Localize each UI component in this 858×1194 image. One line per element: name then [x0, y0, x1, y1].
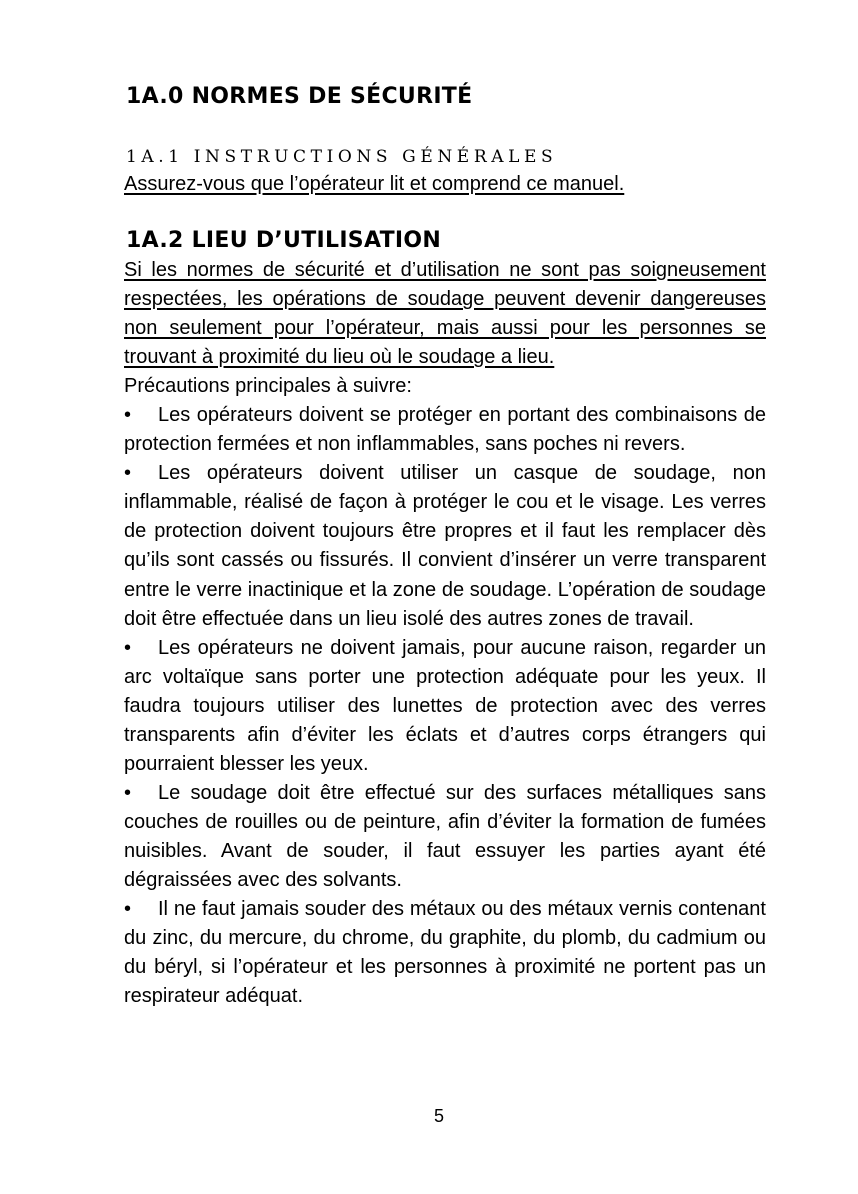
- bullet-text: Les opérateurs doivent utiliser un casque de soudage, non inflammable, réalisé de façon à protéger le cou et le visage. Les verres de protection doivent toujours être propres et il faut les remplacer dès qu’ils sont cassés ou fissurés. Il convient d’insérer un verre transparent entre le verre inactinique et la zone de soudage. L’opération de soudage doit être effectuée dans un lieu isolé des autres zones de travail.: [124, 462, 766, 630]
- page-number: 5: [433, 1106, 444, 1126]
- general-instructions-text: Assurez-vous que l’opérateur lit et comprend ce manuel.: [124, 173, 625, 195]
- bullet-dot-icon: •: [124, 404, 132, 427]
- bullet-dot-icon: •: [124, 636, 132, 659]
- bullet-text: Les opérateurs doivent se protéger en portant des combinaisons de protection fermées et non inflammables, sans poches ni revers.: [124, 404, 766, 456]
- section-heading-main: 1A.0 NORMES DE SÉCURITÉ: [126, 84, 473, 109]
- bullet-item: [124, 634, 766, 779]
- bullet-dot-icon: •: [124, 781, 132, 804]
- bullet-item: [124, 459, 766, 633]
- intro-underlined-text: Si les normes de sécurité et d’utilisation ne sont pas soigneusement respectées, les opérations de soudage peuvent devenir dangereuses non seulement pour l’opérateur, mais aussi pour les personnes se trouvant à proximité du lieu où le soudage a lieu.: [124, 259, 766, 369]
- section-heading-general-instructions: 1A.1 INSTRUCTIONS GÉNÉRALES: [126, 147, 558, 167]
- document-page: [124, 0, 766, 1194]
- intro-paragraph: [124, 256, 766, 372]
- place-of-use-body: [124, 256, 766, 1011]
- bullet-text: Il ne faut jamais souder des métaux ou des métaux vernis contenant du zinc, du mercure, du chrome, du graphite, du plomb, du cadmium ou du béryl, si l’opérateur et les personnes à proximité ne portent pas un respirateur adéquat.: [124, 898, 766, 1008]
- bullet-dot-icon: •: [124, 462, 132, 485]
- bullet-dot-icon: •: [124, 898, 132, 921]
- bullet-item: [124, 401, 766, 459]
- bullet-item: [124, 895, 766, 1011]
- bullet-text: Le soudage doit être effectué sur des surfaces métalliques sans couches de rouilles ou de peinture, afin d’éviter la formation de fumées nuisibles. Avant de souder, il faut essuyer les parties ayant été dégraissées avec des solvants.: [124, 781, 766, 891]
- bullet-text: Les opérateurs ne doivent jamais, pour aucune raison, regarder un arc voltaïque sans porter une protection adéquate pour les yeux. Il faudra toujours utiliser des lunettes de protection avec des verres transparents afin d’éviter les éclats et d’autres corps étrangers qui pourraient blesser les yeux.: [124, 636, 766, 775]
- section-heading-place-of-use: 1A.2 LIEU D’UTILISATION: [126, 228, 442, 253]
- precautions-label: Précautions principales à suivre:: [124, 375, 412, 398]
- bullet-item: [124, 779, 766, 895]
